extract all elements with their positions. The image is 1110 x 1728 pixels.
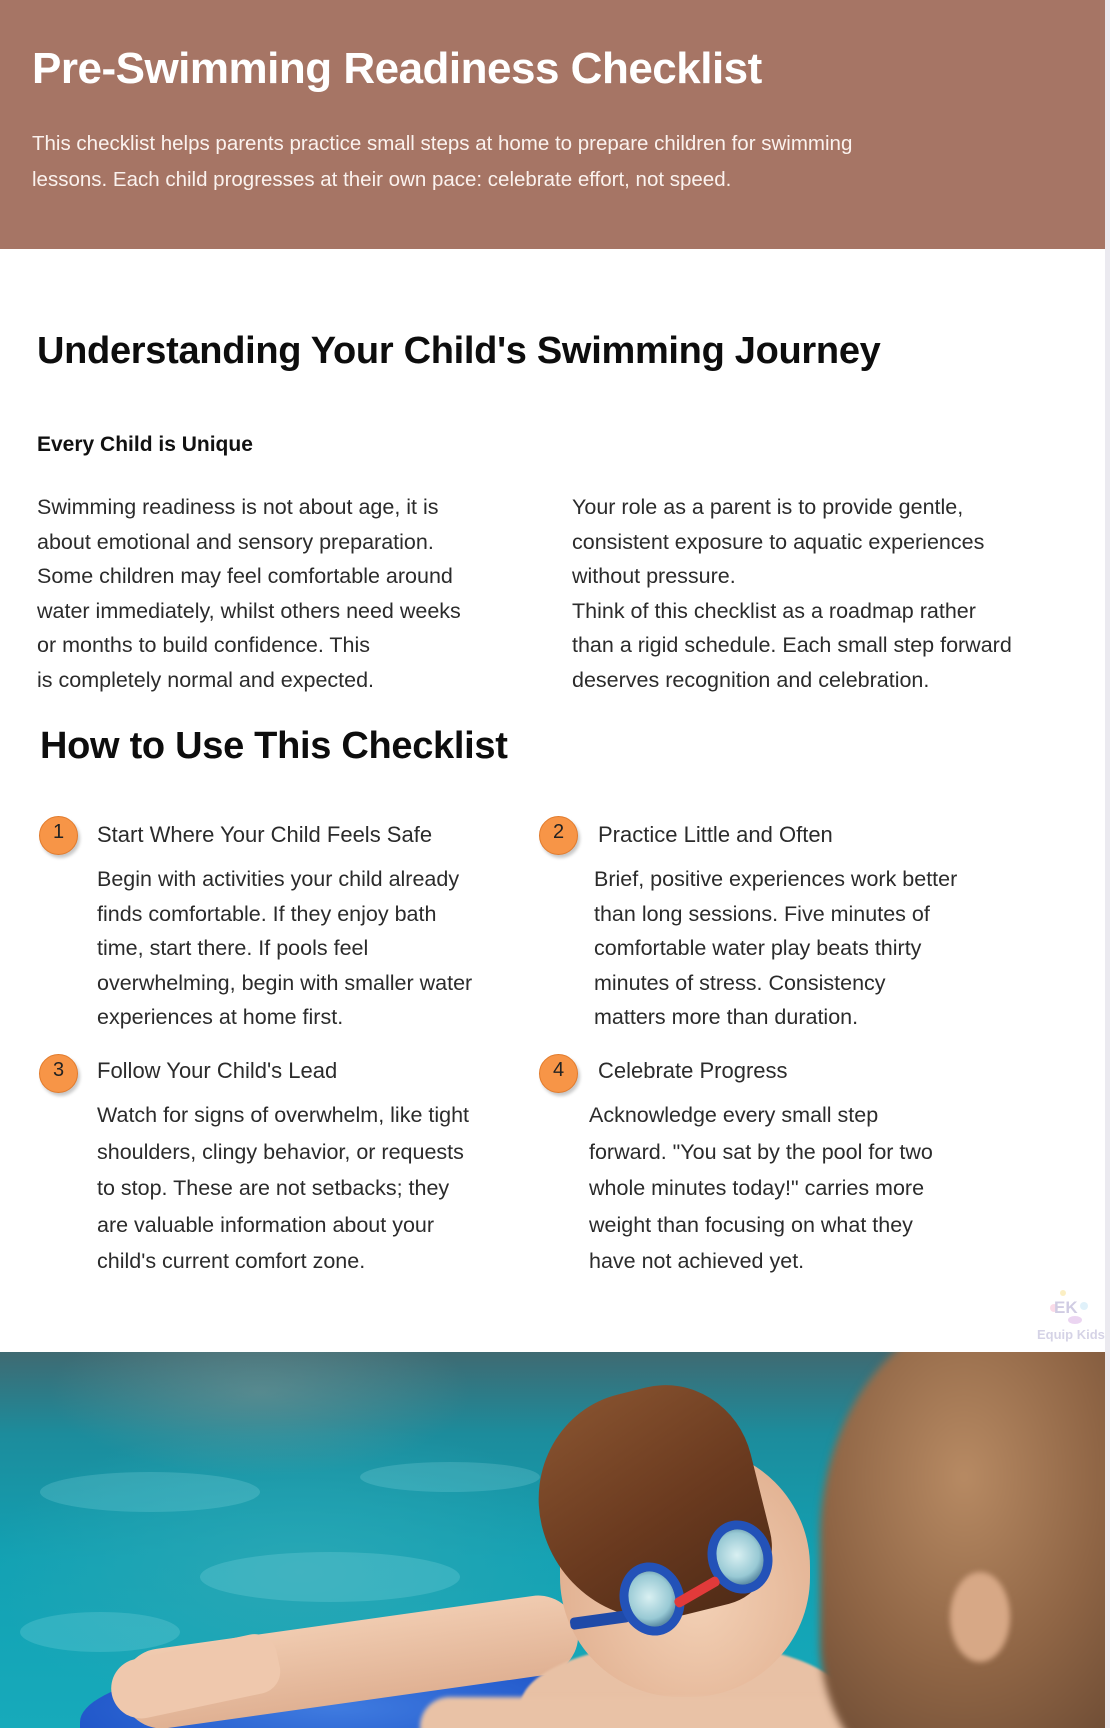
- journey-right-paragraph: [572, 490, 1012, 698]
- step-line: Acknowledge every small step: [589, 1103, 879, 1127]
- step-line: are valuable information about your: [97, 1212, 435, 1237]
- step-line: child's current comfort zone.: [97, 1249, 366, 1273]
- step-line: overwhelming, begin with smaller water: [97, 970, 473, 995]
- logo-dot-icon: [1060, 1290, 1066, 1296]
- step-title: Celebrate Progress: [598, 1058, 788, 1083]
- how-to-use-heading: How to Use This Checklist: [40, 725, 508, 767]
- step-title: Follow Your Child's Lead: [97, 1058, 338, 1083]
- parent-head: [820, 1352, 1105, 1728]
- step-body: [589, 1097, 933, 1280]
- step-title: Start Where Your Child Feels Safe: [97, 822, 433, 847]
- step-line: Begin with activities your child already: [97, 867, 460, 891]
- step-line: whole minutes today!" carries more: [589, 1176, 925, 1200]
- paragraph-line: Some children may feel comfortable around: [37, 564, 453, 589]
- paragraph-line: without pressure.: [572, 564, 736, 589]
- page-header: [0, 0, 1105, 249]
- step-line: Brief, positive experiences work better: [594, 867, 958, 891]
- step-number-badge: 2: [539, 816, 578, 855]
- step-body: [97, 862, 472, 1035]
- paragraph-line: or months to build confidence. This: [37, 633, 371, 658]
- step-number-badge: 1: [39, 816, 78, 855]
- step-body: [97, 1097, 469, 1280]
- step-body: [594, 862, 957, 1035]
- intro-line: This checklist helps parents practice small steps at home to prepare children for swimming: [32, 132, 853, 155]
- logo-monogram: EK: [1054, 1298, 1078, 1317]
- step-line: minutes of stress. Consistency: [594, 970, 886, 995]
- intro-line: lessons. Each child progresses at their own pace: celebrate effort, not speed.: [32, 168, 732, 191]
- step-line: shoulders, clingy behavior, or requests: [97, 1139, 464, 1164]
- step-line: weight than focusing on what they: [589, 1212, 913, 1237]
- step-number-badge: 4: [539, 1054, 578, 1093]
- step-line: experiences at home first.: [97, 1005, 344, 1029]
- step-line: Watch for signs of overwhelm, like tight: [97, 1103, 470, 1127]
- paragraph-line: deserves recognition and celebration.: [572, 667, 930, 692]
- logo-dot-icon: [1080, 1302, 1088, 1310]
- journey-left-paragraph: [37, 490, 461, 698]
- paragraph-line: than a rigid schedule. Each small step forward: [572, 633, 1012, 658]
- step-title: Practice Little and Often: [598, 822, 833, 847]
- swimming-child-photo: [0, 1352, 1105, 1728]
- step-line: time, start there. If pools feel: [97, 936, 369, 960]
- step-number-badge: 3: [39, 1054, 78, 1093]
- step-line: forward. "You sat by the pool for two: [589, 1139, 933, 1164]
- intro-text: [32, 126, 1032, 198]
- step-line: than long sessions. Five minutes of: [594, 901, 930, 926]
- paragraph-line: is completely normal and expected.: [37, 667, 375, 692]
- journey-subheading: Every Child is Unique: [37, 433, 253, 456]
- paragraph-line: water immediately, whilst others need weeks: [37, 598, 461, 623]
- step-line: comfortable water play beats thirty: [594, 936, 922, 960]
- logo-wordmark: Equip Kids: [1037, 1327, 1105, 1342]
- journey-heading: Understanding Your Child's Swimming Journey: [37, 330, 881, 372]
- paragraph-line: consistent exposure to aquatic experiences: [572, 529, 985, 554]
- paragraph-line: about emotional and sensory preparation.: [37, 529, 434, 554]
- equip-kids-logo: [1032, 1290, 1108, 1348]
- step-line: to stop. These are not setbacks; they: [97, 1176, 450, 1200]
- paragraph-line: Your role as a parent is to provide gentle,: [572, 495, 964, 519]
- parent-ear: [950, 1572, 1010, 1662]
- step-line: matters more than duration.: [594, 1005, 859, 1029]
- paragraph-line: Think of this checklist as a roadmap rather: [572, 598, 976, 623]
- step-line: finds comfortable. If they enjoy bath: [97, 901, 437, 926]
- paragraph-line: Swimming readiness is not about age, it is: [37, 495, 439, 519]
- page-title: Pre-Swimming Readiness Checklist: [32, 44, 762, 93]
- step-line: have not achieved yet.: [589, 1249, 805, 1273]
- page-edge-strip: [1105, 0, 1110, 1728]
